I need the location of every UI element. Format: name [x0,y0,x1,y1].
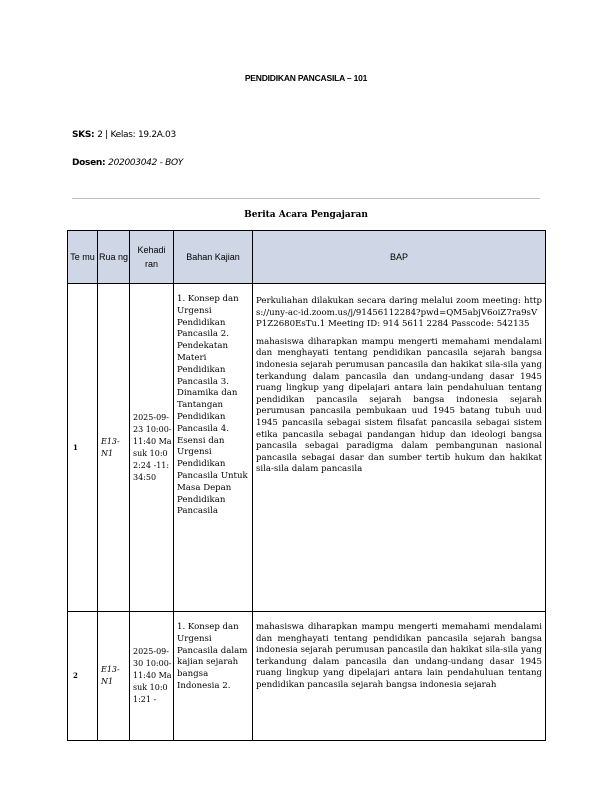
cell-bap [253,612,546,741]
section-title: Berita Acara Pengajaran [244,210,368,220]
cell-ruang: E13- N1 [98,612,130,741]
cell-ruang: E13- N1 [98,284,130,612]
dosen-line [72,158,183,168]
table-row [68,284,546,612]
cell-bap [253,284,546,612]
bap-paragraph: Perkuliahan dilakukan secara daring melalui zoom meeting: https://uny-ac-id.zoom.us/j/91456112284?pwd=QM5abjV6oiZ7ra9sVP1Z2680EsTu.1 Meeting ID: 914 5611 2284 Passcode: 542135 [256,296,542,330]
cell-temu: 1 [68,284,98,612]
sks-line [72,130,176,140]
cell-temu: 2 [68,612,98,741]
dosen-value: 202003042 - BOY [108,158,183,168]
table-header-row [68,231,546,284]
bahan-kajian-text: 1. Konsep dan Urgensi Pancasila dalam kajian sejarah bangsa Indonesia 2. [177,622,248,691]
header-kehadiran: Kehadi ran [130,231,174,284]
bap-paragraph: mahasiswa diharapkan mampu mengerti memahami mendalami dan menghayati tentang pendidikan pancasila sejarah bangsa indonesia sejarah perumusan pancasila dan hakikat sila-sila yang terkandung dalam pancasila dan undang-undang dasar 1945 ruang lingkup yang dipelajari antara lain pendahuluan tentang pendidikan pancasila sejarah bangsa indonesia sejarah [256,622,542,690]
bap-paragraph: mahasiswa diharapkan mampu mengerti memahami mendalami dan menghayati tentang pendidikan pancasila sejarah bangsa indonesia sejarah perumusan pancasila dan hakikat sila-sila yang terkandung dalam pancasila dan undang-undang dasar 1945 ruang lingkup yang dipelajari antara lain pendahuluan tentang pendidikan pancasila sejarah bangsa indonesia sejarah perumusan pancasila pembukaan uud 1945 batang tubuh uud 1945 pancasila sebagai sistem filsafat pancasila sebagai sistem etika pancasila sebagai pandangan hidup dan ideologi bangsa pancasila sebagai paradigma dalam pembangunan nasional pancasila sebagai dasar dan sumber tertib hukum dan hakikat sila-sila dalam pancasila [256,336,542,475]
sks-value: 2 | Kelas: 19.2A.03 [97,130,176,140]
document-title: PENDIDIKAN PANCASILA – 101 [244,73,368,83]
bap-table [67,230,546,741]
header-ruang: Rua ng [98,231,130,284]
table-row [68,612,546,741]
header-bahan-kajian: Bahan Kajian [174,231,253,284]
header-temu: Te mu [68,231,98,284]
header-bap: BAP [253,231,546,284]
cell-kehadiran: 2025-09-23 10:00-11:40 Masuk 10:02:24 -11:34:50 [130,284,174,612]
cell-bahan-kajian [174,612,253,741]
cell-kehadiran: 2025-09-30 10:00-11:40 Masuk 10:01:21 - [130,612,174,741]
horizontal-divider [72,198,540,199]
cell-bahan-kajian: 1. Konsep dan Urgensi Pendidikan Pancasila 2. Pendekatan Materi Pendidikan Pancasila 3. Dinamika dan Tantangan Pendidikan Pancasila 4. Esensi dan Urgensi Pendidikan Pancasila Untuk Masa Depan Pendidikan Pancasila [174,284,253,612]
dosen-label: Dosen: [72,158,106,168]
sks-label: SKS: [72,130,95,140]
